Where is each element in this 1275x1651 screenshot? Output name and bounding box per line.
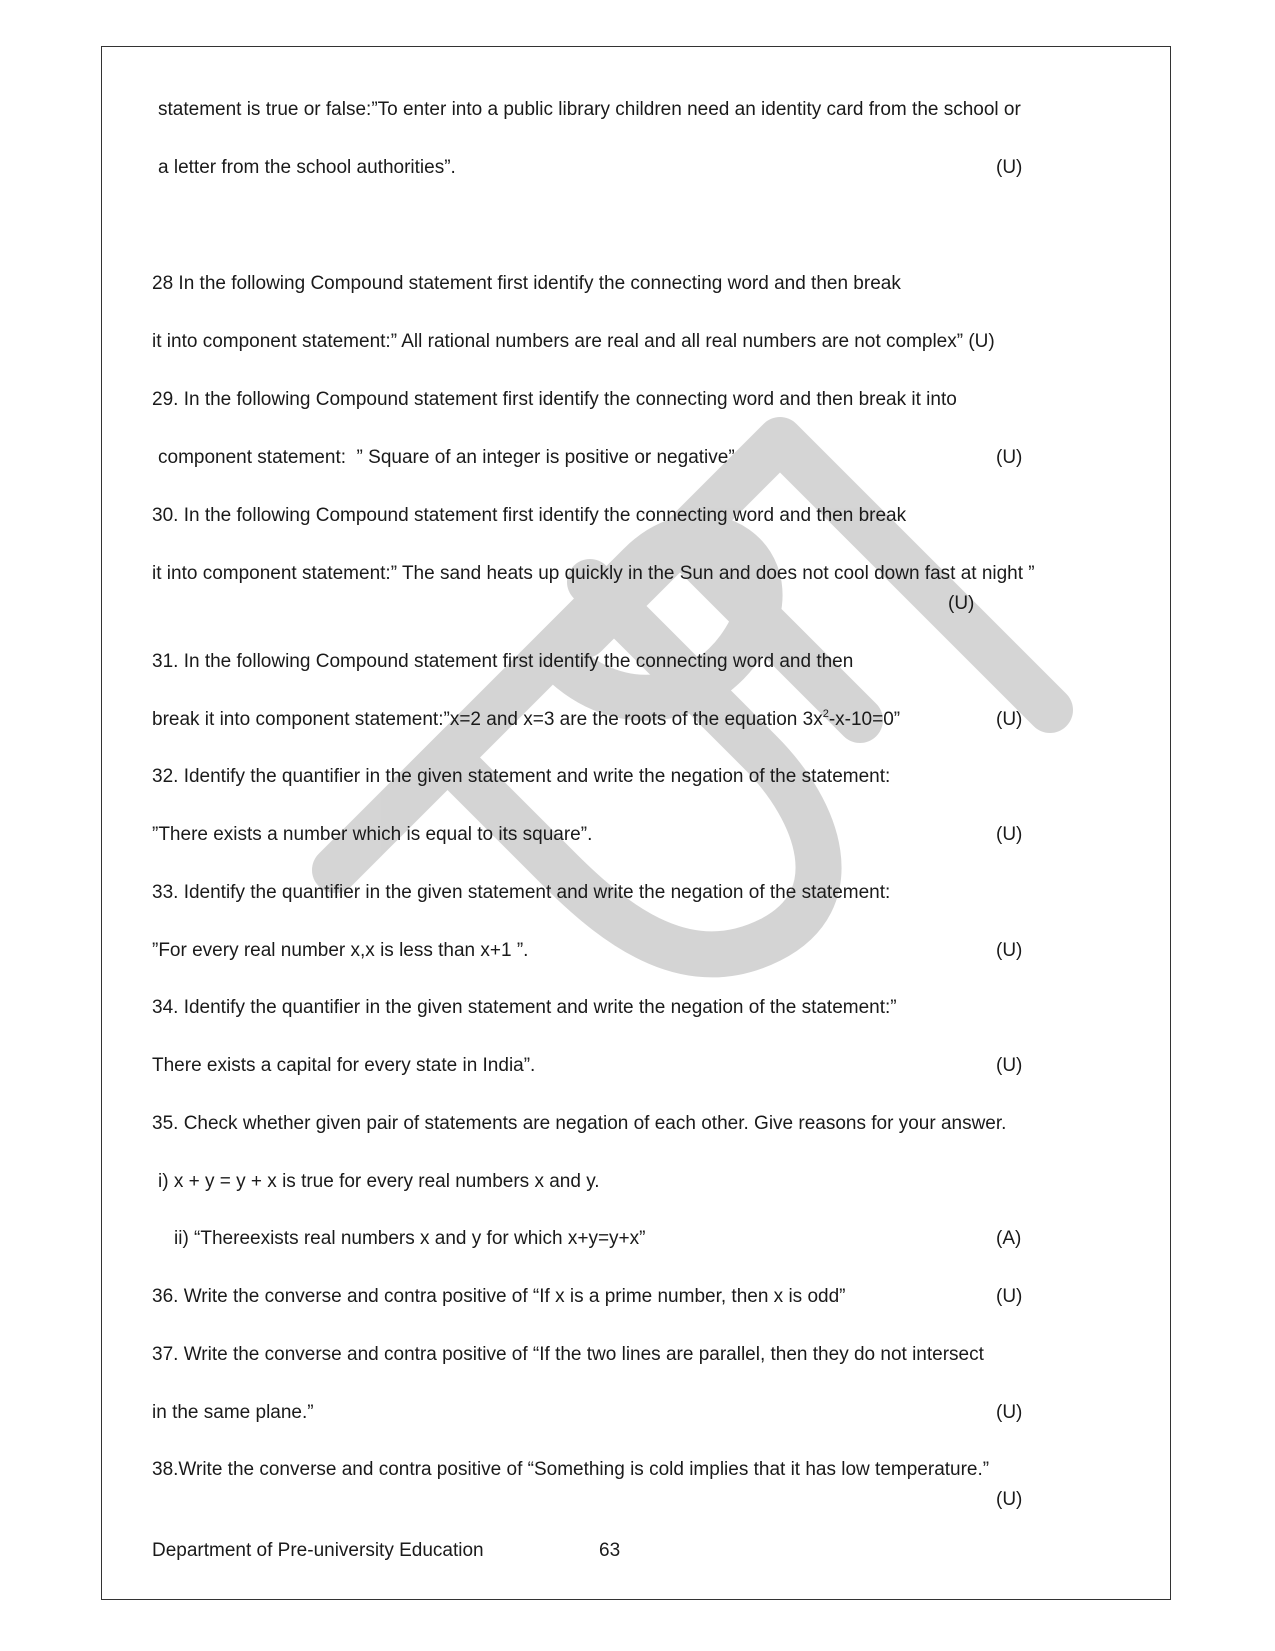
q30-line1: 30. In the following Compound statement first identify the connecting word and then break — [152, 505, 907, 526]
q35-tag: (A) — [996, 1228, 1022, 1249]
q32-line2: ”There exists a number which is equal to its square”. — [152, 824, 593, 845]
q31-line1: 31. In the following Compound statement first identify the connecting word and then — [152, 651, 854, 672]
q32-line1: 32. Identify the quantifier in the given statement and write the negation of the statement: — [152, 766, 891, 787]
q33-line2: ”For every real number x,x is less than x+1 ”. — [152, 940, 529, 961]
q37-line2: in the same plane.” — [152, 1402, 314, 1423]
q31-line2 — [152, 708, 900, 732]
q37-line1: 37. Write the converse and contra positive of “If the two lines are parallel, then they do not intersect — [152, 1344, 984, 1365]
q27-line2: a letter from the school authorities”. — [158, 157, 456, 178]
q31-line2-end: -x-10=0” — [828, 709, 901, 730]
q29-tag: (U) — [996, 447, 1023, 468]
q34-line2: There exists a capital for every state in India”. — [152, 1055, 536, 1076]
q38-line1: 38.Write the converse and contra positive of “Something is cold implies that it has low temperature.” — [152, 1459, 990, 1480]
q35-line3: ii) “Thereexists real numbers x and y for which x+y=y+x” — [174, 1228, 646, 1249]
q31-tag: (U) — [996, 709, 1023, 730]
q31-exponent: 2 — [822, 708, 829, 720]
q36-tag: (U) — [996, 1286, 1023, 1307]
q36-line1: 36. Write the converse and contra positive of “If x is a prime number, then x is odd” — [152, 1286, 846, 1307]
q35-line1: 35. Check whether given pair of statements are negation of each other. Give reasons for your answer. — [152, 1113, 1007, 1134]
q33-line1: 33. Identify the quantifier in the given statement and write the negation of the statement: — [152, 882, 891, 903]
q34-line1: 34. Identify the quantifier in the given statement and write the negation of the statement:” — [152, 997, 897, 1018]
q33-tag: (U) — [996, 940, 1023, 961]
q38-tag: (U) — [996, 1489, 1023, 1510]
q37-tag: (U) — [996, 1402, 1023, 1423]
q28-line2: it into component statement:” All rational numbers are real and all real numbers are not complex” (U) — [152, 331, 995, 352]
q30-tag: (U) — [948, 593, 975, 614]
q35-line2: i) x + y = y + x is true for every real numbers x and y. — [158, 1171, 600, 1192]
q30-line2: it into component statement:” The sand heats up quickly in the Sun and does not cool down fast at night ” — [152, 563, 1035, 584]
q34-tag: (U) — [996, 1055, 1023, 1076]
q32-tag: (U) — [996, 824, 1023, 845]
q31-line2-text: break it into component statement:”x=2 and x=3 are the roots of the equation 3x — [152, 709, 823, 730]
q27-tag: (U) — [996, 157, 1023, 178]
q28-line1: 28 In the following Compound statement first identify the connecting word and then break — [152, 273, 901, 294]
footer-department: Department of Pre-university Education — [152, 1540, 484, 1561]
q29-line2: component statement: ” Square of an integer is positive or negative” — [158, 447, 735, 468]
q29-line1: 29. In the following Compound statement first identify the connecting word and then break it into — [152, 389, 957, 410]
page-number: 63 — [599, 1540, 621, 1561]
q27-line1: statement is true or false:”To enter into a public library children need an identity card from the school or — [158, 99, 1021, 120]
